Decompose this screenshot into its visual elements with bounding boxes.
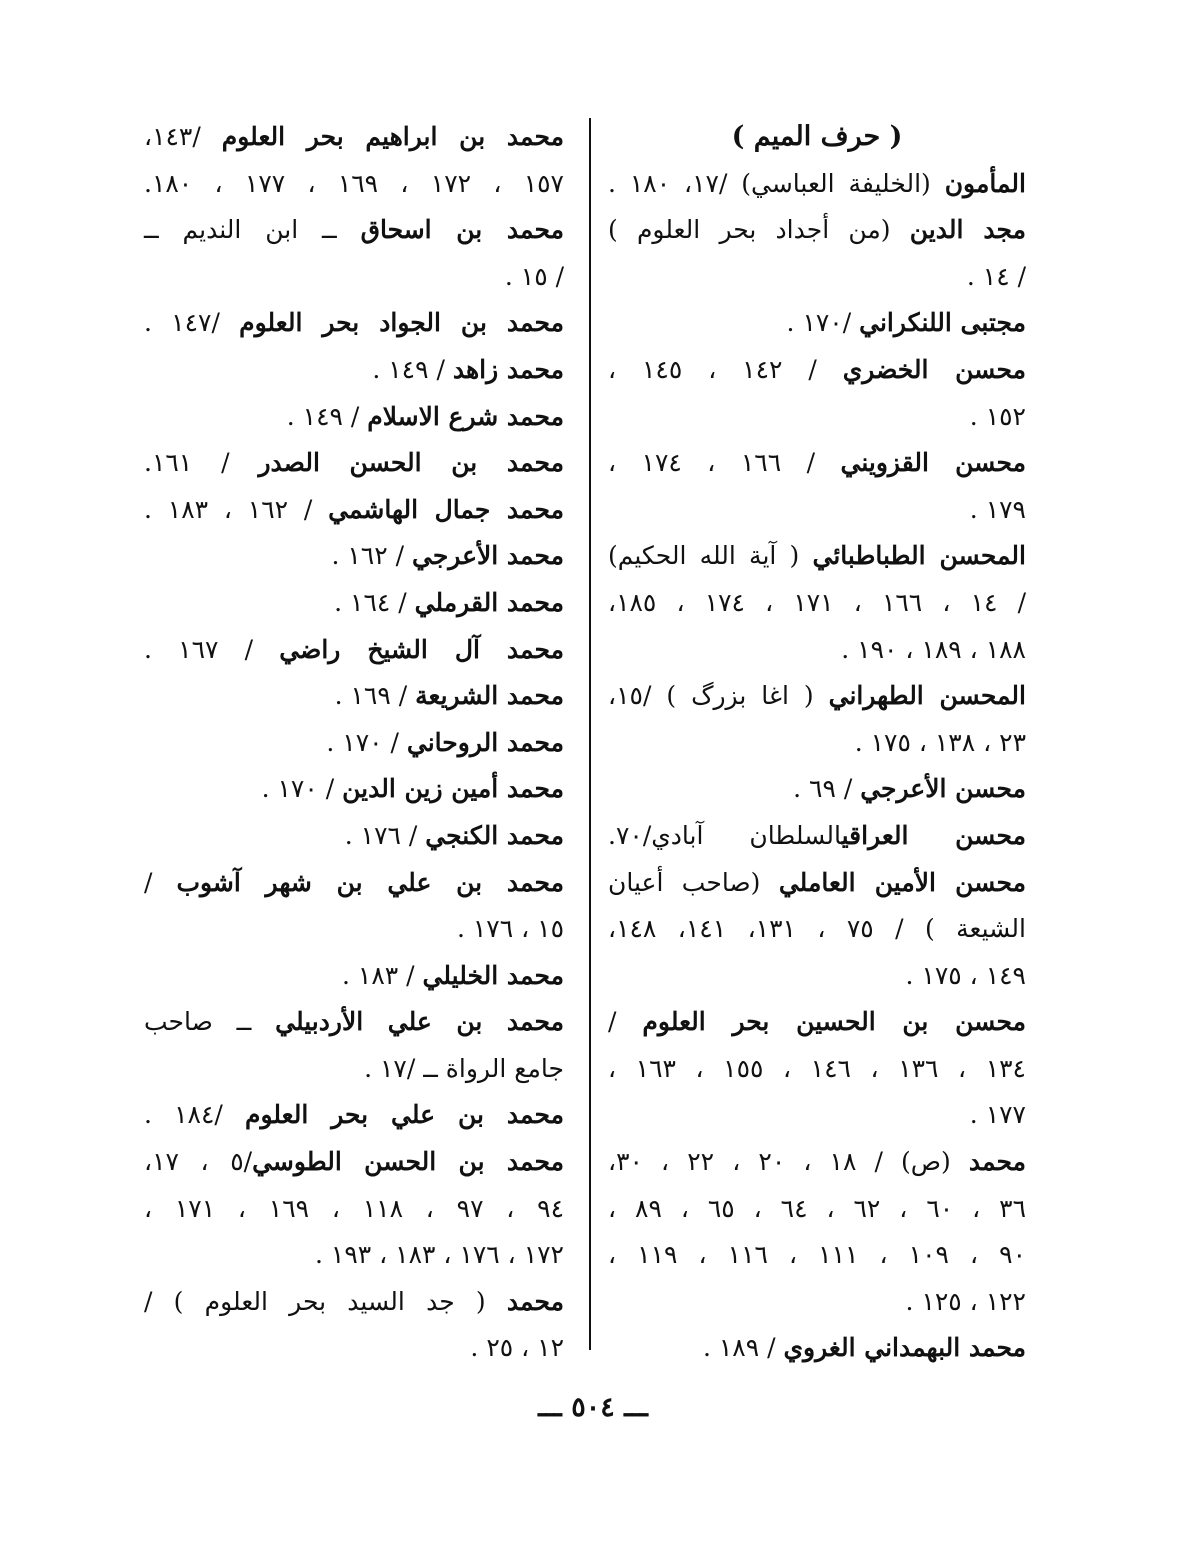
entry-name: محمد البهمداني الغروي — [783, 1333, 1026, 1363]
entry-details: /١٤٧ . — [144, 308, 240, 338]
entry-details: / ١٤ ، ١٦٦ ، ١٧١ ، ١٧٤ ، ١٨٥، — [608, 587, 1026, 617]
entry-name: محمد زاهد — [452, 354, 564, 384]
entry-details: (ص) / ١٨ ، ٢٠ ، ٢٢ ، ٣٠، — [608, 1147, 969, 1177]
entry-name: محمد بن اسحاق — [360, 215, 564, 245]
index-entry — [608, 347, 1026, 394]
entry-details: ١٥٧ ، ١٧٢ ، ١٦٩ ، ١٧٧ ، ١٨٠. — [144, 168, 564, 198]
index-entry — [608, 207, 1026, 254]
entry-details: / ١٦٦ ، ١٧٤ ، — [608, 448, 841, 478]
entry-details: ( اغا بزرگ ) /١٥، — [608, 681, 829, 711]
index-entry — [608, 161, 1026, 208]
index-entry-continuation — [144, 1232, 564, 1279]
column-divider — [589, 118, 591, 1350]
index-entry — [144, 1092, 564, 1139]
index-entry — [144, 487, 564, 534]
index-entry — [608, 1139, 1026, 1186]
entry-details: / ١٨٩ . — [702, 1333, 784, 1363]
entry-details: / ١٦٢ ، ١٨٣ . — [144, 494, 329, 524]
index-entry-continuation — [608, 1232, 1026, 1279]
index-entry — [144, 1139, 564, 1186]
entry-details: الشيعة ) / ٧٥ ، ١٣١، ١٤١، ١٤٨، — [608, 914, 1026, 944]
entry-details: / ١٦١. — [144, 448, 259, 478]
index-entry-continuation — [144, 1186, 564, 1233]
entry-name: المأمون — [944, 168, 1026, 198]
index-entry-continuation — [144, 254, 564, 301]
entry-name: محمد القرملي — [414, 587, 564, 617]
section-heading: ( حرف الميم ) — [731, 121, 903, 152]
entry-details: ٢٣ ، ١٣٨ ، ١٧٥ . — [854, 727, 1026, 757]
entry-name: محسن العراقي — [841, 820, 1026, 850]
entry-name: محسن الأعرجي — [860, 774, 1026, 804]
entry-name: محسن بن الحسين بحر العلوم — [642, 1007, 1026, 1037]
entry-name: محمد جمال الهاشمي — [328, 494, 564, 524]
index-entry — [144, 347, 564, 394]
index-entry — [608, 999, 1026, 1046]
index-column-left — [144, 114, 564, 1372]
index-entry — [144, 766, 564, 813]
entry-details: ٣٦ ، ٦٠ ، ٦٢ ، ٦٤ ، ٦٥ ، ٨٩ ، — [608, 1193, 1027, 1223]
index-entry-continuation — [608, 1186, 1026, 1233]
index-entry-continuation — [608, 487, 1026, 534]
index-entry — [608, 440, 1026, 487]
entry-name: محمد بن علي بن شهر آشوب — [176, 867, 564, 897]
entry-details: / ١٥ . — [504, 261, 564, 291]
entry-details: / ١٦٤ . — [334, 587, 415, 617]
entry-name: محمد — [968, 1147, 1026, 1177]
index-entry — [144, 673, 564, 720]
entry-details: ١٣٤ ، ١٣٦ ، ١٤٦ ، ١٥٥ ، ١٦٣ ، — [608, 1053, 1026, 1083]
entry-name: محسن الخضري — [842, 354, 1026, 384]
index-entry-continuation — [608, 627, 1026, 674]
index-entry — [144, 953, 564, 1000]
entry-details: ( آية الله الحكيم) — [608, 541, 813, 571]
index-entry-continuation — [608, 254, 1026, 301]
entry-details: /١٧٠ . — [786, 308, 860, 338]
entry-details: ١٤٩ ، ١٧٥ . — [905, 960, 1026, 990]
entry-name: محمد الروحاني — [406, 727, 564, 757]
entry-details: ١٢٢ ، ١٢٥ . — [905, 1286, 1026, 1316]
entry-name: المحسن الطباطبائي — [812, 541, 1026, 571]
entry-name: محمد الكنجي — [425, 820, 564, 850]
entry-name: محمد أمين زين الدين — [342, 774, 564, 804]
entry-details: / ١٤٩ . — [372, 354, 453, 384]
entry-details: / — [144, 867, 177, 897]
entry-details: / ١٨٣ . — [342, 960, 423, 990]
index-entry — [608, 1325, 1026, 1372]
entry-name: المحسن الطهراني — [828, 681, 1026, 711]
index-entry-continuation — [608, 953, 1026, 1000]
index-entry — [608, 813, 1026, 860]
index-entry-continuation — [144, 1046, 564, 1093]
index-entry — [608, 860, 1026, 907]
entry-details: / ١٦٩ . — [334, 681, 416, 711]
entry-details: / ١٦٢ . — [331, 541, 412, 571]
index-entry — [608, 533, 1026, 580]
entry-details: ( جد السيد بحر العلوم ) / — [144, 1286, 507, 1316]
entry-details: /٥ ، ١٧، — [144, 1147, 253, 1177]
index-entry-continuation — [608, 720, 1026, 767]
index-entry — [144, 580, 564, 627]
index-entry-continuation — [608, 580, 1026, 627]
index-entry-continuation — [144, 161, 564, 208]
entry-details: (صاحب أعيان — [608, 867, 779, 897]
entry-name: محمد بن الحسن الطوسي — [252, 1147, 564, 1177]
entry-details: / ١٧٠ . — [326, 727, 407, 757]
entry-details: (الخليفة العباسي) /١٧، ١٨٠ . — [608, 168, 945, 198]
entry-details: ١٨٨ ، ١٨٩ ، ١٩٠ . — [841, 634, 1026, 664]
entry-details: / ١٤٩ . — [286, 401, 368, 431]
index-entry — [144, 114, 564, 161]
entry-details: ١٥٢ . — [969, 401, 1026, 431]
entry-name: محمد الشريعة — [415, 681, 564, 711]
entry-details: ١٧٢ ، ١٧٦ ، ١٨٣ ، ١٩٣ . — [315, 1240, 564, 1270]
entry-name: محمد الخليلي — [422, 960, 564, 990]
entry-name: محسن الأمين العاملي — [778, 867, 1026, 897]
index-column-right — [608, 114, 1026, 1372]
entry-details: ــ صاحب — [144, 1007, 276, 1037]
index-entry — [608, 673, 1026, 720]
entry-details: ــ ابن النديم ــ — [144, 215, 361, 245]
entry-details: ١٧٧ . — [969, 1100, 1026, 1130]
entry-details: ٩٠ ، ١٠٩ ، ١١١ ، ١١٦ ، ١١٩ ، — [608, 1240, 1026, 1270]
entry-details: / ١٧٠ . — [261, 774, 343, 804]
entry-name: محسن القزويني — [840, 448, 1026, 478]
entry-name: مجتبى اللنكراني — [859, 308, 1026, 338]
index-entry — [144, 440, 564, 487]
entry-details: / ١٦٧ . — [144, 634, 280, 664]
entry-details: جامع الرواة ــ /١٧ . — [364, 1053, 564, 1083]
entry-name: مجد الدين — [909, 215, 1027, 245]
entry-details: /١٨٤ . — [144, 1100, 246, 1130]
entry-name: محمد آل الشيخ راضي — [279, 634, 564, 664]
index-entry — [144, 860, 564, 907]
index-entry — [608, 300, 1026, 347]
entry-details: / ١٤ . — [966, 261, 1026, 291]
entry-details: / ١٧٦ . — [344, 820, 426, 850]
entry-details: ٩٤ ، ٩٧ ، ١١٨ ، ١٦٩ ، ١٧١ ، — [144, 1193, 565, 1223]
entry-name: محمد شرع الاسلام — [367, 401, 564, 431]
index-entry — [144, 533, 564, 580]
entry-details: (من أجداد بحر العلوم ) — [608, 215, 910, 245]
entry-name: محمد بن علي بحر العلوم — [245, 1100, 565, 1130]
entry-name: محمد بن علي الأردبيلي — [275, 1007, 565, 1037]
index-entry — [144, 999, 564, 1046]
index-entry-continuation — [144, 1325, 564, 1372]
page-number: ـــ ٥٠٤ ـــ — [538, 1392, 648, 1423]
entry-name: محمد بن الجواد بحر العلوم — [239, 308, 564, 338]
index-entry — [144, 813, 564, 860]
index-entry-continuation — [608, 394, 1026, 441]
entry-name: محمد — [506, 1286, 564, 1316]
entry-name: محمد الأعرجي — [411, 541, 564, 571]
index-entry — [144, 1279, 564, 1326]
index-entry-continuation — [608, 1092, 1026, 1139]
index-entry-continuation — [608, 1046, 1026, 1093]
index-entry — [144, 207, 564, 254]
index-entry — [144, 300, 564, 347]
index-entry — [144, 720, 564, 767]
entry-details: / ٦٩ . — [793, 774, 861, 804]
entry-name: محمد بن ابراهيم بحر العلوم — [221, 122, 564, 151]
index-entry — [608, 766, 1026, 813]
entry-details: ١٥ ، ١٧٦ . — [456, 914, 564, 944]
entry-details: ١٧٩ . — [969, 494, 1026, 524]
entry-details: /١٤٣، — [144, 122, 222, 151]
index-entry-continuation — [144, 906, 564, 953]
entry-details: / ١٤٢ ، ١٤٥ ، — [608, 354, 843, 384]
index-entry — [144, 394, 564, 441]
entry-details: ١٢ ، ٢٥ . — [470, 1333, 564, 1363]
entry-details: / — [608, 1007, 643, 1037]
index-entry-continuation — [608, 906, 1026, 953]
index-entry — [144, 627, 564, 674]
entry-details: السلطان آبادي/٧٠. — [608, 820, 842, 850]
entry-name: محمد بن الحسن الصدر — [258, 448, 564, 478]
index-entry-continuation — [608, 1279, 1026, 1326]
